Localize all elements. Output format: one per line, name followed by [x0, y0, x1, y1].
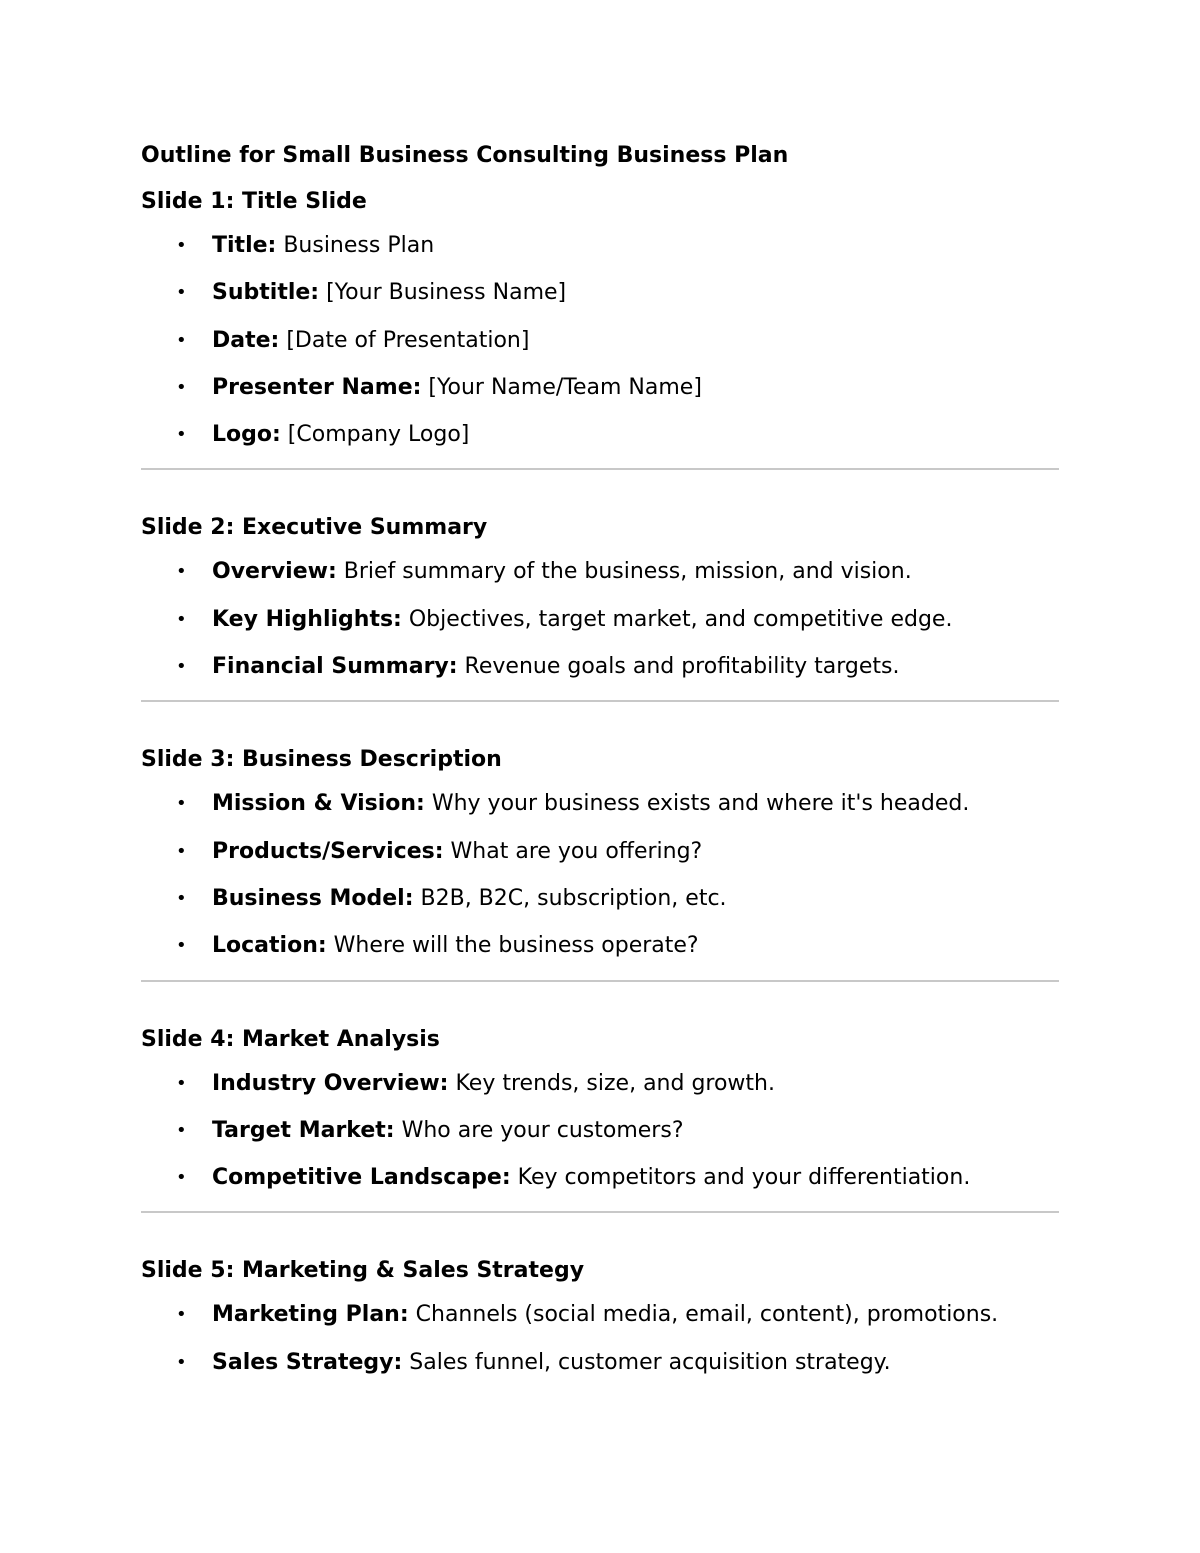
- item-term: Sales Strategy:: [212, 1349, 403, 1375]
- bullet-icon: •: [176, 424, 187, 446]
- section-divider: [141, 980, 1059, 982]
- section-heading: Slide 3: Business Description: [141, 747, 502, 773]
- item-text: Channels (social media, email, content), promotions.: [408, 1302, 999, 1328]
- item-term: Logo:: [212, 422, 281, 448]
- item-term: Subtitle:: [212, 280, 320, 306]
- item-term: Financial Summary:: [212, 654, 458, 680]
- section-divider: [141, 1211, 1059, 1213]
- item-term: Industry Overview:: [212, 1070, 449, 1096]
- bullet-icon: •: [176, 656, 187, 678]
- item-text: Revenue goals and profitability targets.: [457, 654, 900, 680]
- item-text: Where will the business operate?: [326, 933, 699, 959]
- section-divider: [141, 468, 1059, 470]
- item-text: Brief summary of the business, mission, and vision.: [336, 559, 912, 585]
- section-heading: Slide 1: Title Slide: [141, 189, 367, 214]
- bullet-icon: •: [176, 235, 187, 256]
- item-text: Objectives, target market, and competitive edge.: [401, 606, 953, 632]
- item-text: [Company Logo]: [280, 422, 470, 448]
- section-slide-3: [141, 740, 1059, 981]
- item-term: Competitive Landscape:: [212, 1165, 511, 1191]
- item-text: Business Plan: [276, 233, 435, 258]
- list-item: [141, 222, 1059, 269]
- item-text: B2B, B2C, subscription, etc.: [413, 885, 727, 911]
- bullet-list: [141, 1291, 1059, 1386]
- list-item: [141, 643, 1059, 690]
- item-text: What are you offering?: [443, 838, 703, 864]
- bullet-icon: •: [176, 1119, 187, 1141]
- item-text: Why your business exists and where it's headed.: [424, 791, 970, 817]
- list-item: [141, 1291, 1059, 1338]
- bullet-icon: •: [176, 935, 187, 957]
- bullet-icon: •: [176, 793, 187, 815]
- item-term: Overview:: [212, 559, 337, 585]
- bullet-icon: •: [176, 1167, 187, 1189]
- section-heading: Slide 4: Market Analysis: [141, 1026, 440, 1052]
- bullet-list: [141, 780, 1059, 969]
- item-term: Date:: [212, 327, 280, 353]
- bullet-icon: •: [176, 840, 187, 862]
- item-text: [Your Name/Team Name]: [421, 374, 702, 400]
- section-divider: [141, 700, 1059, 702]
- section-heading: Slide 5: Marketing & Sales Strategy: [141, 1258, 585, 1284]
- bullet-icon: •: [176, 608, 187, 630]
- list-item: [141, 548, 1059, 595]
- list-item: [141, 317, 1059, 364]
- item-text: [Your Business Name]: [319, 280, 567, 306]
- list-item: [141, 269, 1059, 316]
- bullet-list: [141, 548, 1059, 690]
- item-term: Presenter Name:: [212, 374, 422, 400]
- section-heading: Slide 2: Executive Summary: [141, 515, 488, 541]
- item-term: Target Market:: [212, 1117, 395, 1143]
- item-term: Products/Services:: [212, 838, 444, 864]
- document-page: [141, 136, 1059, 1386]
- bullet-list: [141, 222, 1059, 458]
- item-term: Business Model:: [212, 885, 414, 911]
- list-item: [141, 364, 1059, 411]
- list-item: [141, 1107, 1059, 1154]
- section-slide-5: [141, 1251, 1059, 1386]
- bullet-icon: •: [176, 561, 187, 583]
- item-term: Mission & Vision:: [212, 791, 425, 817]
- item-term: Key Highlights:: [212, 606, 402, 632]
- section-slide-1: [141, 182, 1059, 470]
- item-text: Sales funnel, customer acquisition strategy.: [402, 1349, 891, 1375]
- list-item: [141, 1339, 1059, 1386]
- bullet-icon: •: [176, 1072, 187, 1094]
- list-item: [141, 1154, 1059, 1201]
- bullet-icon: •: [176, 1351, 187, 1373]
- bullet-icon: •: [176, 376, 187, 398]
- document-title: Outline for Small Business Consulting Business Plan: [141, 143, 789, 168]
- bullet-icon: •: [176, 282, 187, 304]
- list-item: [141, 1060, 1059, 1107]
- bullet-icon: •: [176, 887, 187, 909]
- list-item: [141, 596, 1059, 643]
- bullet-icon: •: [176, 329, 187, 351]
- list-item: [141, 828, 1059, 875]
- list-item: [141, 780, 1059, 827]
- item-text: [Date of Presentation]: [279, 327, 530, 353]
- list-item: [141, 411, 1059, 458]
- item-term: Title:: [212, 233, 277, 258]
- item-text: Who are your customers?: [394, 1117, 684, 1143]
- section-slide-4: [141, 1020, 1059, 1214]
- list-item: [141, 922, 1059, 969]
- list-item: [141, 875, 1059, 922]
- item-term: Marketing Plan:: [212, 1302, 409, 1328]
- item-text: Key competitors and your differentiation.: [510, 1165, 971, 1191]
- bullet-icon: •: [176, 1304, 187, 1326]
- item-text: Key trends, size, and growth.: [448, 1070, 775, 1096]
- section-slide-2: [141, 508, 1059, 702]
- bullet-list: [141, 1060, 1059, 1202]
- item-term: Location:: [212, 933, 327, 959]
